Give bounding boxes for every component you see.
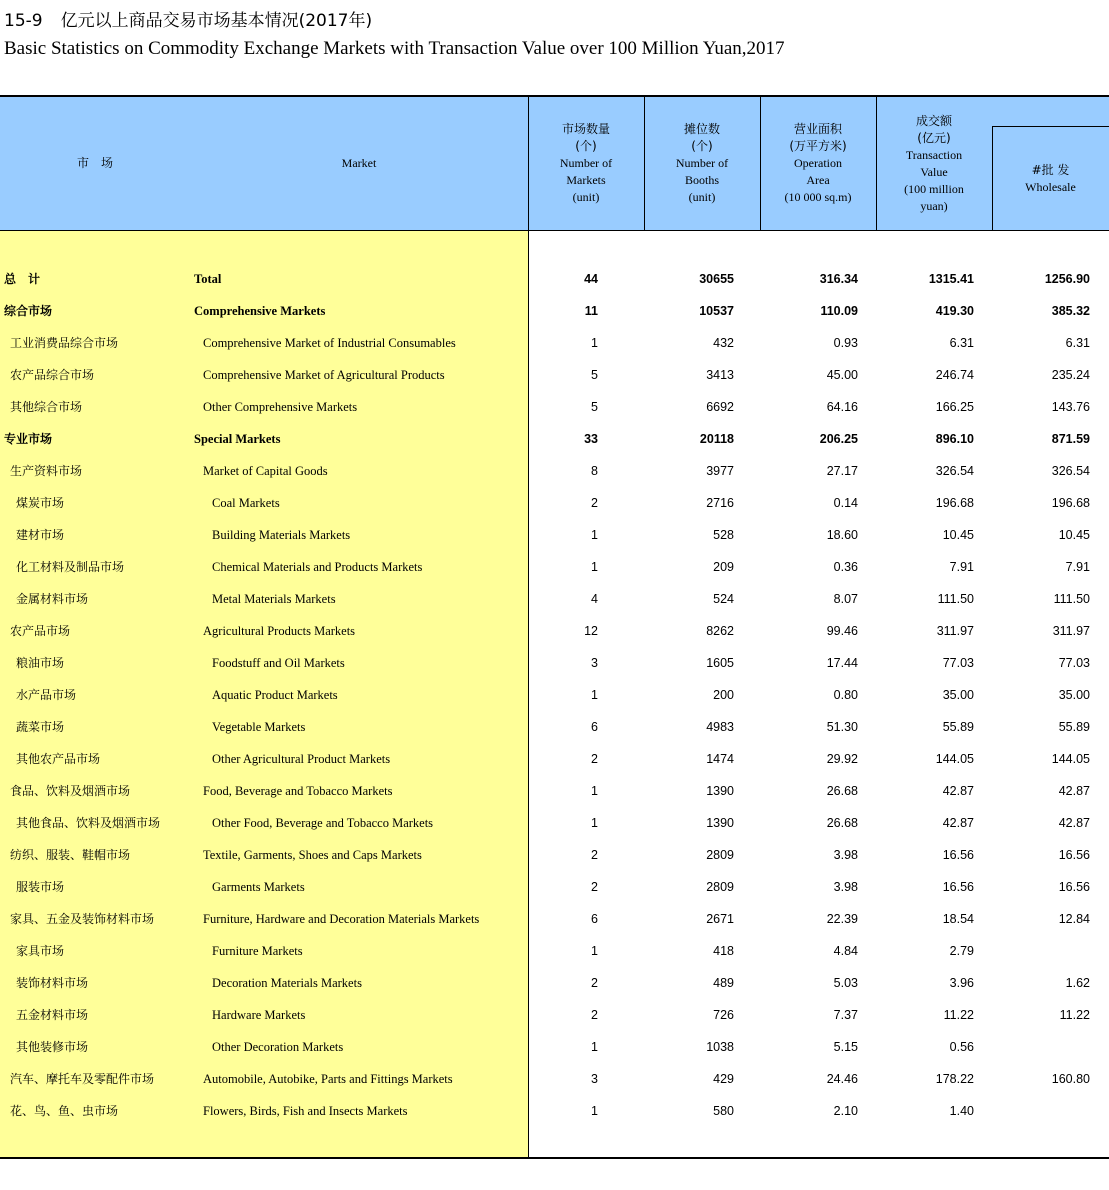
wholesale-cell: 143.76 [1051, 400, 1090, 414]
transaction-value-cell: 178.22 [935, 1072, 974, 1086]
header-divider [876, 97, 877, 230]
market-name-en: Market of Capital Goods [203, 464, 328, 478]
transaction-value-cell: 144.05 [935, 752, 974, 766]
number-of-booths-cell: 200 [713, 688, 734, 702]
market-name-cn: 服装市场 [16, 880, 65, 894]
table-row [0, 743, 1109, 775]
market-name-en: Furniture Markets [212, 944, 303, 958]
number-of-markets-cell: 2 [591, 752, 598, 766]
table-row [0, 903, 1109, 935]
wholesale-cell: 1.62 [1065, 976, 1090, 990]
number-of-markets-cell: 1 [591, 1104, 598, 1118]
header-market-en: Market [341, 156, 377, 170]
operation-area-cell: 3.98 [833, 848, 858, 862]
market-name-en: Other Agricultural Product Markets [212, 752, 391, 766]
market-name-en: Metal Materials Markets [212, 592, 336, 606]
number-of-booths-cell: 2671 [706, 912, 734, 926]
table-row [0, 455, 1109, 487]
transaction-value-cell: 311.97 [936, 624, 974, 638]
market-name-en: Chemical Materials and Products Markets [212, 560, 423, 574]
market-name-cn: 其他食品、饮料及烟酒市场 [16, 816, 161, 830]
header-wholesale [992, 127, 1109, 230]
wholesale-cell: 871.59 [1051, 432, 1090, 446]
market-name-cn: 专业市场 [4, 432, 53, 446]
header-line: #批 发 [1031, 162, 1070, 177]
market-name-cn: 汽车、摩托车及零配件市场 [10, 1072, 155, 1086]
table-row [0, 1031, 1109, 1063]
market-name-en: Comprehensive Market of Industrial Consumables [203, 336, 456, 350]
wholesale-cell: 7.91 [1065, 560, 1090, 574]
market-name-en: Garments Markets [212, 880, 305, 894]
market-name-cn: 装饰材料市场 [16, 976, 89, 990]
number-of-markets-cell: 2 [591, 976, 598, 990]
operation-area-cell: 45.00 [826, 368, 858, 382]
operation-area-cell: 7.37 [833, 1008, 858, 1022]
market-name-cn: 五金材料市场 [16, 1008, 89, 1022]
header-line: Number of [559, 156, 613, 170]
wholesale-cell: 385.32 [1051, 304, 1090, 318]
number-of-markets-cell: 44 [584, 272, 598, 286]
market-name-cn: 总 计 [4, 272, 41, 286]
operation-area-cell: 206.25 [819, 432, 858, 446]
market-name-cn: 花、鸟、鱼、虫市场 [10, 1104, 119, 1118]
header-divider [760, 97, 761, 230]
wholesale-cell [992, 1095, 1090, 1127]
header-line: (亿元) [917, 130, 951, 145]
table-row [0, 647, 1109, 679]
market-name-cn: 生产资料市场 [10, 464, 83, 478]
transaction-value-cell: 896.10 [935, 432, 974, 446]
market-name-en: Furniture, Hardware and Decoration Materials Markets [203, 912, 480, 926]
operation-area-cell: 0.93 [833, 336, 858, 350]
number-of-booths-cell: 209 [713, 560, 734, 574]
table-number: 15-9 [4, 11, 43, 31]
transaction-value-cell: 18.54 [942, 912, 974, 926]
statistics-table [0, 95, 1109, 1159]
operation-area-cell: 5.03 [833, 976, 858, 990]
market-name-en: Special Markets [194, 432, 281, 446]
market-name-en: Building Materials Markets [212, 528, 351, 542]
operation-area-cell: 110.09 [820, 304, 858, 318]
number-of-markets-cell: 2 [591, 496, 598, 510]
number-of-markets-cell: 4 [591, 592, 598, 606]
table-row [0, 583, 1109, 615]
transaction-value-cell: 42.87 [942, 816, 974, 830]
operation-area-cell: 2.10 [833, 1104, 858, 1118]
table-row [0, 551, 1109, 583]
operation-area-cell: 17.44 [826, 656, 858, 670]
header-number-of-booths [644, 97, 760, 230]
transaction-value-cell: 3.96 [949, 976, 974, 990]
table-row [0, 615, 1109, 647]
market-name-cn: 煤炭市场 [16, 496, 65, 510]
market-name-cn: 金属材料市场 [16, 592, 89, 606]
transaction-value-cell: 419.30 [935, 304, 974, 318]
header-line: Markets [566, 173, 606, 187]
wholesale-cell: 10.45 [1058, 528, 1090, 542]
market-name-en: Flowers, Birds, Fish and Insects Markets [203, 1104, 408, 1118]
header-number-of-markets [528, 97, 644, 230]
header-operation-area [760, 97, 876, 230]
operation-area-cell: 316.34 [819, 272, 858, 286]
market-name-cn: 工业消费品综合市场 [10, 336, 119, 350]
number-of-booths-cell: 418 [713, 944, 734, 958]
transaction-value-cell: 326.54 [935, 464, 974, 478]
transaction-value-cell: 1315.41 [928, 272, 974, 286]
table-row [0, 327, 1109, 359]
number-of-booths-cell: 528 [713, 528, 734, 542]
table-row [0, 967, 1109, 999]
number-of-markets-cell: 3 [591, 1072, 598, 1086]
number-of-markets-cell: 2 [591, 848, 598, 862]
header-divider [644, 97, 645, 230]
header-line: (100 million [904, 181, 964, 196]
transaction-value-cell: 10.45 [942, 528, 974, 542]
number-of-booths-cell: 1605 [706, 656, 734, 670]
number-of-booths-cell: 30655 [699, 272, 734, 286]
number-of-booths-cell: 726 [713, 1008, 734, 1022]
number-of-booths-cell: 1390 [706, 816, 734, 830]
market-name-cn: 其他农产品市场 [16, 752, 101, 766]
operation-area-cell: 4.84 [833, 944, 858, 958]
header-transaction-value [876, 97, 992, 230]
number-of-booths-cell: 10537 [699, 304, 734, 318]
number-of-markets-cell: 6 [591, 720, 598, 734]
market-name-en: Decoration Materials Markets [212, 976, 362, 990]
wholesale-cell: 1256.90 [1044, 272, 1090, 286]
number-of-booths-cell: 1474 [706, 752, 734, 766]
number-of-booths-cell: 524 [713, 592, 734, 606]
market-name-en: Total [194, 272, 222, 286]
number-of-markets-cell: 3 [591, 656, 598, 670]
number-of-booths-cell: 2809 [706, 848, 734, 862]
market-name-cn: 水产品市场 [16, 688, 77, 702]
header-line: 成交额 [915, 113, 952, 128]
header-line: (unit) [688, 190, 716, 204]
number-of-booths-cell: 2809 [706, 880, 734, 894]
header-line: (个) [691, 139, 713, 153]
market-name-cn: 建材市场 [16, 528, 65, 542]
table-row [0, 519, 1109, 551]
table-row [0, 423, 1109, 455]
wholesale-cell: 16.56 [1058, 880, 1090, 894]
operation-area-cell: 0.14 [833, 496, 858, 510]
transaction-value-cell: 16.56 [942, 848, 974, 862]
market-name-cn: 纺织、服装、鞋帽市场 [10, 848, 131, 862]
table-row [0, 1095, 1109, 1127]
wholesale-cell: 160.80 [1051, 1072, 1090, 1086]
number-of-booths-cell: 1038 [706, 1040, 734, 1054]
header-divider [992, 127, 993, 230]
market-name-cn: 其他装修市场 [16, 1040, 89, 1054]
operation-area-cell: 0.80 [833, 688, 858, 702]
header-line: (万平方米) [789, 139, 847, 153]
number-of-markets-cell: 2 [591, 880, 598, 894]
table-row [0, 775, 1109, 807]
wholesale-cell: 235.24 [1051, 368, 1090, 382]
number-of-booths-cell: 3977 [706, 464, 734, 478]
market-name-cn: 蔬菜市场 [16, 720, 65, 734]
table-row [0, 295, 1109, 327]
market-name-en: Hardware Markets [212, 1008, 306, 1022]
transaction-value-cell: 42.87 [942, 784, 974, 798]
table-row [0, 935, 1109, 967]
market-name-en: Coal Markets [212, 496, 280, 510]
header-line: 营业面积 [793, 122, 842, 136]
operation-area-cell: 22.39 [826, 912, 858, 926]
market-name-en: Vegetable Markets [212, 720, 306, 734]
number-of-booths-cell: 2716 [706, 496, 734, 510]
header-line: Booths [684, 173, 719, 187]
header-line: Transaction [905, 147, 963, 162]
transaction-value-cell: 16.56 [942, 880, 974, 894]
number-of-markets-cell: 1 [591, 560, 598, 574]
header-line: 摊位数 [683, 122, 720, 136]
number-of-markets-cell: 1 [591, 336, 598, 350]
table-row [0, 487, 1109, 519]
number-of-markets-cell: 1 [591, 944, 598, 958]
number-of-markets-cell: 1 [591, 816, 598, 830]
number-of-markets-cell: 1 [591, 528, 598, 542]
wholesale-cell [992, 935, 1090, 967]
operation-area-cell: 51.30 [826, 720, 858, 734]
number-of-booths-cell: 8262 [706, 624, 734, 638]
header-line: Area [806, 173, 830, 187]
operation-area-cell: 26.68 [826, 816, 858, 830]
table-row [0, 839, 1109, 871]
operation-area-cell: 8.07 [833, 592, 858, 606]
market-name-en: Other Decoration Markets [212, 1040, 344, 1054]
table-row [0, 999, 1109, 1031]
transaction-value-cell: 166.25 [935, 400, 974, 414]
number-of-booths-cell: 3413 [706, 368, 734, 382]
header-line: Operation [794, 156, 842, 170]
transaction-value-cell: 196.68 [935, 496, 974, 510]
market-name-en: Aquatic Product Markets [212, 688, 338, 702]
number-of-booths-cell: 6692 [706, 400, 734, 414]
wholesale-cell [992, 1031, 1090, 1063]
number-of-markets-cell: 33 [584, 432, 598, 446]
table-row [0, 391, 1109, 423]
table-row [0, 1063, 1109, 1095]
number-of-booths-cell: 20118 [699, 432, 734, 446]
transaction-value-cell: 111.50 [937, 592, 974, 606]
wholesale-cell: 326.54 [1051, 464, 1090, 478]
transaction-value-cell: 77.03 [942, 656, 974, 670]
wholesale-cell: 144.05 [1051, 752, 1090, 766]
market-name-cn: 粮油市场 [16, 656, 65, 670]
header-line: Wholesale [1025, 179, 1076, 194]
operation-area-cell: 3.98 [833, 880, 858, 894]
number-of-markets-cell: 1 [591, 784, 598, 798]
wholesale-cell: 6.31 [1065, 336, 1090, 350]
wholesale-cell: 196.68 [1051, 496, 1090, 510]
transaction-value-cell: 55.89 [942, 720, 974, 734]
market-name-en: Other Food, Beverage and Tobacco Markets [212, 816, 434, 830]
market-name-en: Other Comprehensive Markets [203, 400, 358, 414]
number-of-markets-cell: 11 [584, 304, 598, 318]
transaction-value-cell: 11.22 [943, 1008, 974, 1022]
wholesale-cell: 35.00 [1058, 688, 1090, 702]
transaction-value-cell: 1.40 [949, 1104, 974, 1118]
operation-area-cell: 99.46 [826, 624, 858, 638]
table-row [0, 679, 1109, 711]
operation-area-cell: 5.15 [833, 1040, 858, 1054]
market-name-cn: 农产品综合市场 [10, 368, 95, 382]
wholesale-cell: 11.22 [1059, 1008, 1090, 1022]
transaction-value-cell: 6.31 [949, 336, 974, 350]
table-row [0, 263, 1109, 295]
header-line: (个) [575, 139, 597, 153]
number-of-booths-cell: 580 [713, 1104, 734, 1118]
number-of-markets-cell: 5 [591, 368, 598, 382]
table-title-cn [4, 6, 372, 31]
table-header [0, 97, 1109, 231]
market-name-cn: 家具市场 [16, 944, 65, 958]
wholesale-cell: 111.50 [1053, 592, 1090, 606]
header-market-cn: 市 场 [76, 156, 113, 170]
header-divider [528, 97, 529, 230]
transaction-value-cell: 2.79 [949, 944, 974, 958]
number-of-booths-cell: 4983 [706, 720, 734, 734]
number-of-booths-cell: 432 [713, 336, 734, 350]
market-name-en: Textile, Garments, Shoes and Caps Markets [203, 848, 422, 862]
number-of-markets-cell: 1 [591, 688, 598, 702]
number-of-markets-cell: 6 [591, 912, 598, 926]
header-line: Number of [675, 156, 729, 170]
wholesale-cell: 42.87 [1058, 816, 1090, 830]
operation-area-cell: 64.16 [826, 400, 858, 414]
number-of-booths-cell: 489 [713, 976, 734, 990]
operation-area-cell: 27.17 [826, 464, 858, 478]
market-name-cn: 其他综合市场 [10, 400, 83, 414]
operation-area-cell: 26.68 [826, 784, 858, 798]
transaction-value-cell: 35.00 [942, 688, 974, 702]
market-name-en: Automobile, Autobike, Parts and Fittings Markets [203, 1072, 453, 1086]
number-of-booths-cell: 1390 [706, 784, 734, 798]
market-name-cn: 食品、饮料及烟酒市场 [10, 784, 131, 798]
table-title-cn-text: 亿元以上商品交易市场基本情况(2017年) [60, 11, 373, 31]
table-row [0, 871, 1109, 903]
table-row [0, 359, 1109, 391]
header-line: (unit) [572, 190, 600, 204]
market-name-en: Foodstuff and Oil Markets [212, 656, 345, 670]
number-of-markets-cell: 2 [591, 1008, 598, 1022]
number-of-markets-cell: 1 [591, 1040, 598, 1054]
number-of-markets-cell: 12 [584, 624, 598, 638]
table-title-en: Basic Statistics on Commodity Exchange Markets with Transaction Value over 100 Million Yuan,2017 [4, 38, 785, 59]
table-row [0, 711, 1109, 743]
operation-area-cell: 29.92 [826, 752, 858, 766]
operation-area-cell: 18.60 [826, 528, 858, 542]
wholesale-cell: 42.87 [1058, 784, 1090, 798]
transaction-value-cell: 7.91 [949, 560, 974, 574]
transaction-value-cell: 246.74 [935, 368, 974, 382]
header-line: yuan) [920, 198, 948, 213]
market-name-en: Agricultural Products Markets [203, 624, 356, 638]
wholesale-cell: 77.03 [1058, 656, 1090, 670]
header-subline [992, 126, 1109, 127]
number-of-booths-cell: 429 [713, 1072, 734, 1086]
market-name-cn: 综合市场 [4, 304, 53, 318]
wholesale-cell: 311.97 [1052, 624, 1090, 638]
number-of-markets-cell: 8 [591, 464, 598, 478]
market-name-en: Food, Beverage and Tobacco Markets [203, 784, 393, 798]
wholesale-cell: 16.56 [1058, 848, 1090, 862]
header-line: Value [920, 164, 948, 179]
market-name-cn: 化工材料及制品市场 [16, 560, 125, 574]
header-line: 市场数量 [561, 122, 610, 136]
transaction-value-cell: 0.56 [949, 1040, 974, 1054]
operation-area-cell: 0.36 [833, 560, 858, 574]
market-name-en: Comprehensive Markets [194, 304, 326, 318]
header-line: (10 000 sq.m) [784, 190, 852, 204]
market-name-cn: 家具、五金及装饰材料市场 [10, 912, 155, 926]
operation-area-cell: 24.46 [826, 1072, 858, 1086]
wholesale-cell: 55.89 [1058, 720, 1090, 734]
table-row [0, 807, 1109, 839]
market-name-cn: 农产品市场 [10, 624, 71, 638]
wholesale-cell: 12.84 [1058, 912, 1090, 926]
market-name-en: Comprehensive Market of Agricultural Products [203, 368, 445, 382]
number-of-markets-cell: 5 [591, 400, 598, 414]
